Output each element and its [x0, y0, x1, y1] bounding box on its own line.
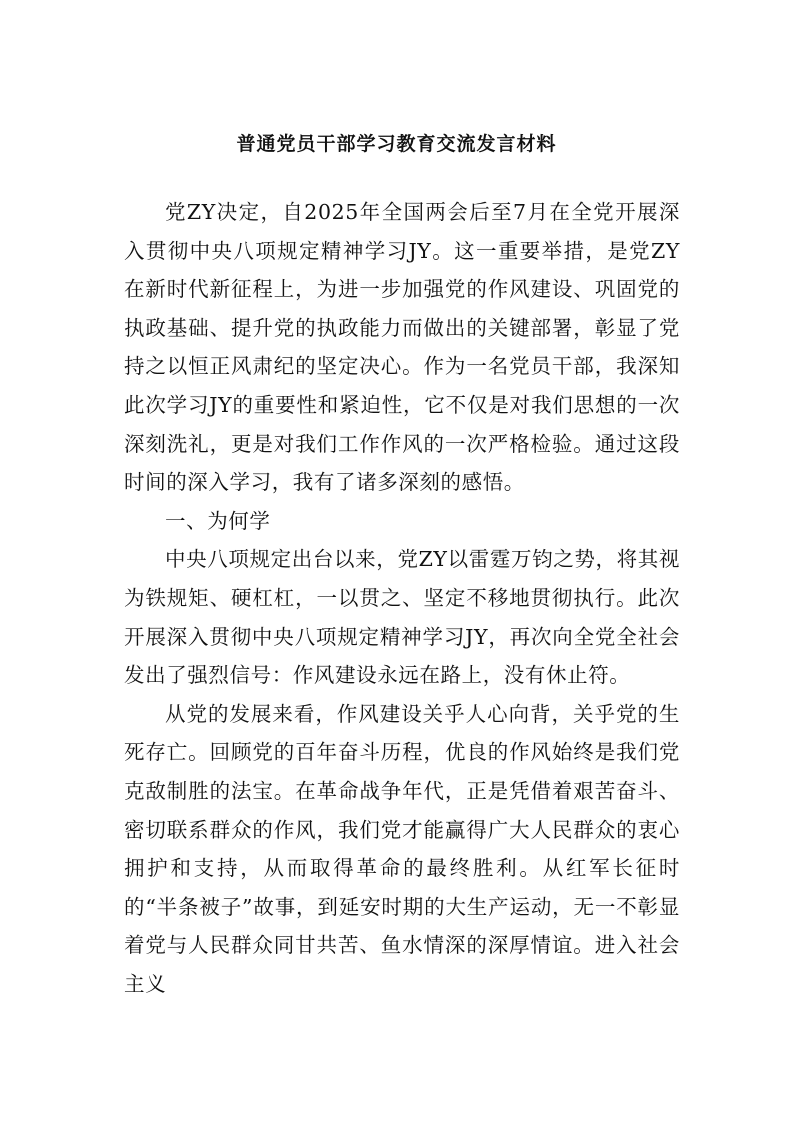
document-title: 普通党员干部学习教育交流发言材料	[236, 133, 557, 155]
paragraph-eight-rules: 中央八项规定出台以来，党ZY以雷霆万钧之势，将其视为铁规矩、硬杠杠，一以贯之、坚定不移地贯彻执行。此次开展深入贯彻中央八项规定精神学习JY，再次向全党全社会发出了强烈信号：作风建设永远在路上，没有休止符。	[124, 547, 680, 688]
document-body	[124, 193, 680, 1003]
paragraph-intro: 党ZY决定，自2025年全国两会后至7月在全党开展深入贯彻中央八项规定精神学习JY。这一重要举措，是党ZY在新时代新征程上，为进一步加强党的作风建设、巩固党的执政基础、提升党的执政能力而做出的关键部署，彰显了党持之以恒正风肃纪的坚定决心。作为一名党员干部，我深知此次学习JY的重要性和紧迫性，它不仅是对我们思想的一次深刻洗礼，更是对我们工作作风的一次严格检验。通过这段时间的深入学习，我有了诸多深刻的感悟。	[124, 200, 680, 495]
paragraph-party-development: 从党的发展来看，作风建设关乎人心向背，关乎党的生死存亡。回顾党的百年奋斗历程，优良的作风始终是我们党克敌制胜的法宝。在革命战争年代，正是凭借着艰苦奋斗、密切联系群众的作风，我们党才能赢得广大人民群众的衷心拥护和支持，从而取得革命的最终胜利。从红军长征时的“半条被子”故事，到延安时期的大生产运动，无一不彰显着党与人民群众同甘共苦、鱼水情深的深厚情谊。进入社会主义	[124, 701, 680, 996]
section-heading-why-study: 一、为何学	[165, 508, 271, 533]
